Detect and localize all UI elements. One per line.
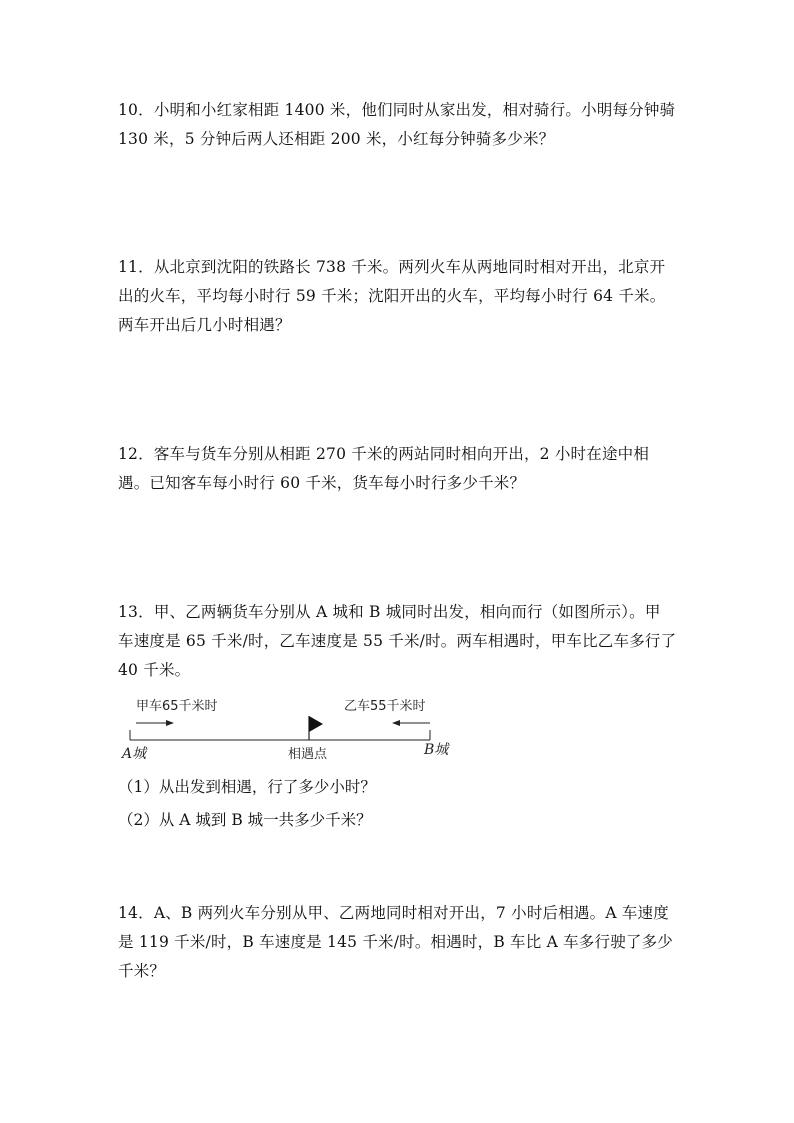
question-11	[118, 253, 678, 340]
question-12	[118, 440, 678, 498]
question-14-line-3: 千米？	[118, 962, 166, 980]
question-13-line-3: 40 千米。	[118, 661, 191, 679]
question-11-line-2: 出的火车，平均每小时行 59 千米；沈阳开出的火车，平均每小时行 64 千米。	[118, 287, 666, 305]
right-arrow-icon	[392, 720, 430, 726]
city-b-label: B城	[424, 742, 449, 758]
left-arrow-icon	[136, 720, 174, 726]
meeting-point-label: 相遇点	[288, 747, 328, 762]
question-10	[118, 96, 678, 154]
question-14	[118, 899, 678, 986]
question-13-sub-1: （1）从出发到相遇，行了多少小时？	[118, 778, 376, 796]
diagram-right-label: 乙车55千米时	[344, 699, 426, 714]
question-14-line-2: 是 119 千米/时，B 车速度是 145 千米/时。相遇时，B 车比 A 车多行驶了多少	[118, 933, 674, 951]
question-13-line-1: 13．甲、乙两辆货车分别从 A 城和 B 城同时出发，相向而行（如图所示）。甲	[118, 603, 661, 621]
question-13-line-2: 车速度是 65 千米/时，乙车速度是 55 千米/时。两车相遇时，甲车比乙车多行了	[118, 632, 677, 650]
flag-icon	[309, 716, 323, 740]
question-11-line-3: 两车开出后几小时相遇？	[118, 316, 291, 334]
diagram-left-label: 甲车65千米时	[136, 699, 218, 714]
question-12-line-2: 遇。已知客车每小时行 60 千米，货车每小时行多少千米？	[118, 474, 526, 492]
question-13-sub-2: （2）从 A 城到 B 城一共多少千米？	[118, 811, 372, 829]
question-14-line-1: 14．A、B 两列火车分别从甲、乙两地同时相对开出，7 小时后相遇。A 车速度	[118, 904, 669, 922]
city-a-label: A城	[122, 746, 147, 762]
question-13	[118, 598, 678, 685]
question-10-line-1: 10．小明和小红家相距 1400 米，他们同时从家出发，相对骑行。小明每分钟骑	[118, 101, 676, 119]
question-11-line-1: 11．从北京到沈阳的铁路长 738 千米。两列火车从两地同时相对开出，北京开	[118, 258, 666, 276]
question-12-line-1: 12．客车与货车分别从相距 270 千米的两站同时相向开出，2 小时在途中相	[118, 445, 650, 463]
question-10-line-2: 130 米，5 分钟后两人还相距 200 米，小红每分钟骑多少米？	[118, 130, 555, 148]
meeting-diagram	[118, 690, 468, 770]
